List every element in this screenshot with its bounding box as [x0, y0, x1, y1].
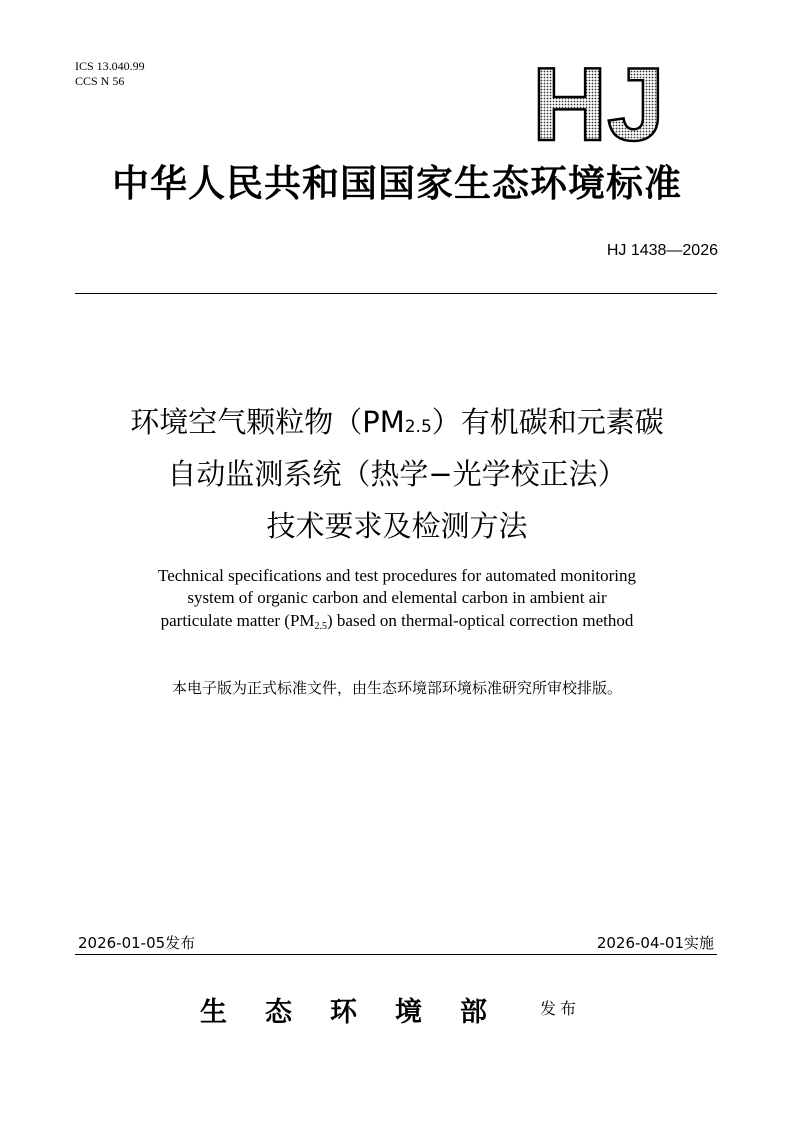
footer-divider: [75, 954, 717, 955]
issuing-label: 发布: [540, 999, 581, 1018]
english-title-line-2: system of organic carbon and elemental carbon in ambient air: [187, 588, 607, 607]
ics-code: ICS 13.040.99: [75, 59, 145, 73]
english-title-line-3: particulate matter $(PM_{2.5})$ based on thermal-optical correction method: [160, 611, 634, 632]
title-line-1: 环境空气颗粒物（PM2.5）有机碳和元素碳: [130, 405, 664, 439]
title-line-3: 技术要求及检测方法: [266, 509, 528, 543]
classification-codes: [75, 59, 145, 89]
english-title-line-1: Technical specifications and test procedures for automated monitoring: [158, 566, 636, 585]
standard-number: HJ 1438—2026: [606, 242, 718, 259]
hj-logo: [528, 58, 708, 148]
title-line-2: 自动监测系统（热学−光学校正法）: [167, 457, 627, 491]
national-standard-title: 中华人民共和国国家生态环境标准: [112, 161, 682, 205]
issuing-authority: 生态环境部: [200, 997, 525, 1028]
ccs-code: CCS N 56: [75, 74, 125, 88]
implementation-date: 2026-04-01实施: [596, 934, 714, 952]
header-divider: [75, 293, 717, 294]
electronic-edition-notice: 本电子版为正式标准文件，由生态环境部环境标准研究所审校排版。: [171, 679, 622, 697]
hj-logo-text: HJ: [532, 58, 665, 148]
release-date: 2026-01-05发布: [78, 934, 196, 952]
